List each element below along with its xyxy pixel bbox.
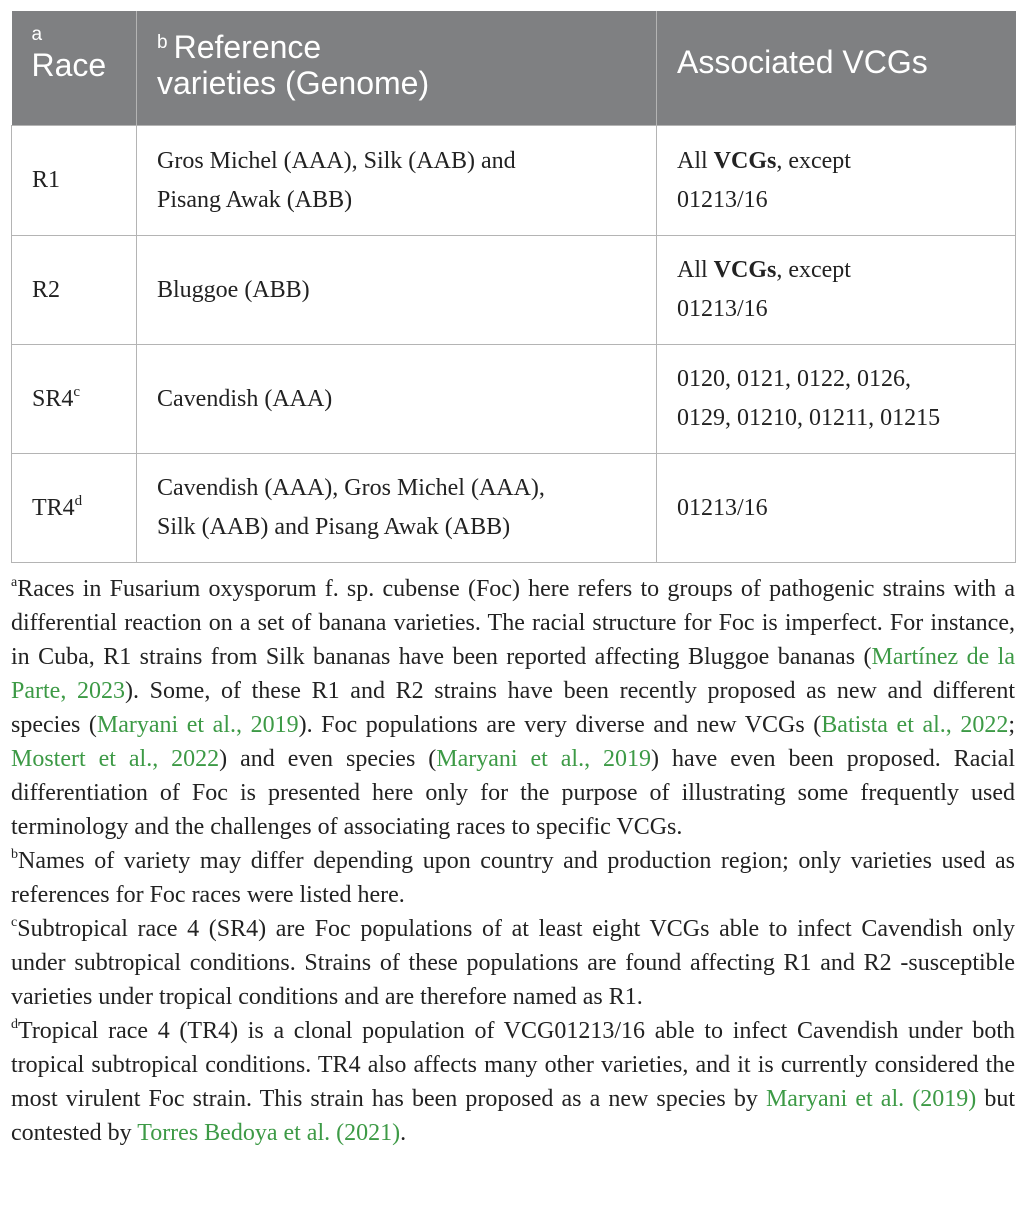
vcg-bold: VCGs [713, 147, 777, 174]
varieties-line1: Gros Michel (AAA), Silk (AAB) and [157, 147, 516, 174]
footnote-text: Tropical race 4 (TR4) is a clonal population of VCG01213/16 able to infect Cavendish under both tropical subtropical conditions. TR4 also affects many other varieties, and it is currently considered the most virulent Foc strain. This strain has been proposed as a new species by [11, 1018, 1015, 1112]
race-value: TR4 [32, 494, 75, 521]
footnote-text: ) have even been proposed. Racial differentiation of Foc is presented here only for the purpose of illustrating some frequently used terminology and the challenges of associating races to specific VCGs. [11, 746, 1015, 840]
header-associated-vcgs [657, 11, 1016, 126]
race-footnote-marker: d [74, 492, 83, 509]
race-value: SR4 [32, 385, 74, 412]
vcg-line2: 01213/16 [677, 186, 768, 213]
reference-link[interactable]: Maryani et al., 2019 [436, 746, 652, 772]
vcgs-cell [657, 454, 1016, 563]
race-cell [12, 345, 137, 454]
reference-link[interactable]: Batista et al., 2022 [821, 712, 1009, 738]
vcg-line2: 0129, 01210, 01211, 01215 [677, 405, 941, 431]
header-race [12, 11, 137, 126]
race-cell [12, 236, 137, 345]
vcgs-cell [657, 236, 1016, 345]
header-race-sup: a [31, 24, 43, 45]
footnote-marker: c [11, 915, 18, 930]
varieties-cell [137, 126, 657, 236]
footnote-d [11, 1014, 1015, 1150]
footnote-a [11, 572, 1015, 844]
race-value: R1 [32, 167, 61, 193]
race-cell [12, 126, 137, 236]
reference-link[interactable]: Mostert et al., 2022 [11, 746, 220, 772]
footnote-text: ; [1008, 712, 1016, 738]
footnote-marker: d [11, 1017, 18, 1032]
race-value: R2 [32, 276, 61, 303]
header-reference-varieties [137, 11, 657, 126]
header-row [12, 11, 1016, 126]
table-row [12, 454, 1016, 563]
footnote-marker: a [11, 575, 18, 590]
vcgs-cell [657, 345, 1016, 454]
footnote-text: Subtropical race 4 (SR4) are Foc populations of at least eight VCGs able to infect Cavendish only under subtropical conditions. Strains of these populations are found affecting R1 and R2 -susceptible varieties under tropical conditions and are therefore named as R1. [11, 916, 1015, 1010]
footnote-text: . [400, 1120, 407, 1146]
footnote-text: ). Foc populations are very diverse and new VCGs ( [298, 712, 822, 738]
header-vcgs-label: Associated VCGs [677, 44, 928, 80]
footnote-marker: b [11, 847, 18, 862]
table-row [12, 126, 1016, 236]
varieties-line2: Silk (AAB) and Pisang Awak (ABB) [157, 514, 511, 540]
varieties-line1: Cavendish (AAA) [157, 385, 333, 412]
varieties-line1: Cavendish (AAA), Gros Michel (AAA), [157, 475, 545, 501]
table-row [12, 345, 1016, 454]
vcg-pre: All [677, 257, 714, 283]
table-row [12, 236, 1016, 345]
varieties-cell [137, 345, 657, 454]
vcg-bold: VCGs [713, 257, 777, 283]
header-varieties-line1: Reference [173, 29, 322, 65]
race-footnote-marker: c [73, 383, 81, 400]
race-table-wrapper [11, 11, 1015, 563]
varieties-line2: Pisang Awak (ABB) [157, 186, 353, 213]
reference-link[interactable]: Maryani et al., 2019 [96, 712, 299, 738]
vcg-post: , except [776, 147, 851, 174]
footnote-text: ) and even species ( [219, 746, 437, 772]
vcg-post: , except [776, 257, 851, 283]
header-varieties-sup: b [157, 32, 168, 53]
vcgs-cell [657, 126, 1016, 236]
race-table [11, 11, 1016, 563]
varieties-line1: Bluggoe (ABB) [157, 276, 310, 303]
reference-link[interactable]: Torres Bedoya et al. (2021) [137, 1120, 401, 1146]
varieties-cell [137, 454, 657, 563]
footnote-text: Races in Fusarium oxysporum f. sp. cubense (Foc) here refers to groups of pathogenic strains with a differential reaction on a set of banana varieties. The racial structure for Foc is imperfect. For instance, in Cuba, R1 strains from Silk bananas have been reported affecting Bluggoe bananas ( [11, 576, 1015, 670]
header-race-label: Race [31, 47, 107, 83]
vcg-line2: 01213/16 [677, 296, 768, 322]
header-varieties-line2: varieties (Genome) [157, 65, 430, 101]
table-header [12, 11, 1016, 126]
table-body [12, 126, 1016, 563]
varieties-cell [137, 236, 657, 345]
footnote-c [11, 912, 1015, 1014]
vcg-pre: All [677, 147, 714, 174]
reference-link[interactable]: Maryani et al. (2019) [765, 1086, 977, 1112]
reference-link[interactable]: Martínez de la Parte, 2023 [11, 644, 1015, 704]
footnote-text: Names of variety may differ depending upon country and production region; only varieties used as references for Foc races were listed here. [11, 848, 1015, 908]
footnote-b [11, 844, 1015, 912]
table-footnotes [11, 572, 1015, 1150]
vcg-line1: 0120, 0121, 0122, 0126, [677, 366, 911, 392]
vcg-line1: 01213/16 [677, 494, 768, 521]
footnote-text: but contested by [11, 1086, 1015, 1146]
race-cell [12, 454, 137, 563]
footnote-text: ). Some, of these R1 and R2 strains have been recently proposed as new and different species ( [11, 678, 1016, 738]
